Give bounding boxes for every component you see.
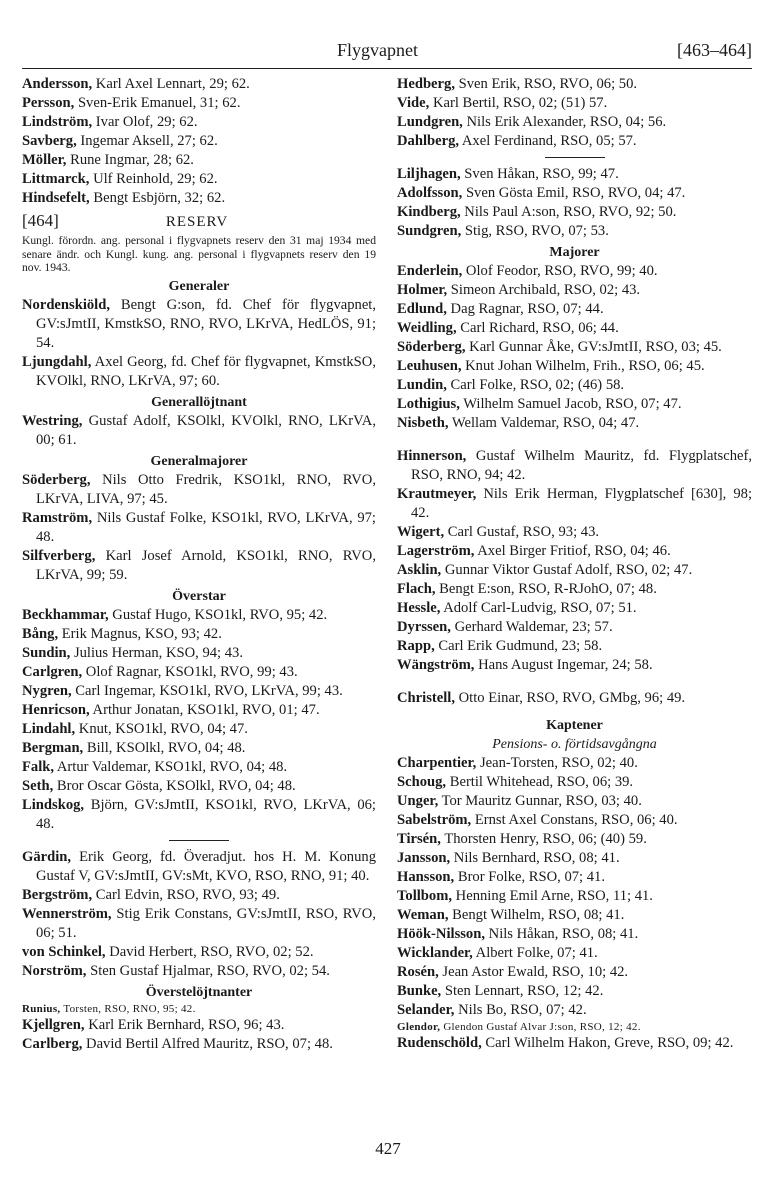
heading-generaler: Generaler <box>168 278 230 294</box>
entry-details: Ernst Axel Constans, RSO, 06; 40. <box>471 812 678 828</box>
entry-details: Karl Josef Arnold, KSO1kl, RNO, RVO, LKrVA, 99; 59. <box>36 547 376 583</box>
entry-details: Nils Paul A:son, RSO, RVO, 92; 50. <box>460 204 677 220</box>
list-item <box>397 561 752 580</box>
entry-details: Thorsten Henry, RSO, 06; (40) 59. <box>440 831 647 847</box>
list-item: Runius, Torsten, RSO, RNO, 95; 42. <box>22 1002 196 1015</box>
entry-name: Lothigius, <box>397 396 460 412</box>
list-item <box>397 94 752 113</box>
list-item <box>22 777 376 796</box>
entry-list <box>397 754 752 1020</box>
list-item <box>397 376 752 395</box>
entry-list <box>397 447 752 675</box>
entry-name: Selander, <box>397 1002 455 1018</box>
entry-details: Karl Erik Bernhard, RSO, 96; 43. <box>84 1016 285 1033</box>
entry-details: Olof Ragnar, KSO1kl, RVO, 99; 43. <box>82 663 298 680</box>
heading-overstelojtnanter: Överstelöjtnanter <box>145 984 253 1000</box>
entry-details: David Bertil Alfred Mauritz, RSO, 07; 48. <box>82 1035 333 1052</box>
entry-details: Nils Otto Fredrik, KSO1kl, RNO, RVO, LKrVA, LIVA, 97; 45. <box>36 471 376 507</box>
list-item <box>397 395 752 414</box>
entry-details: Gustaf Hugo, KSO1kl, RVO, 95; 42. <box>108 606 328 623</box>
heading-overstar: Överstar <box>172 588 226 604</box>
entry-list <box>22 296 376 391</box>
entry-name: Asklin, <box>397 562 442 578</box>
entry-name: Nisbeth, <box>397 415 449 431</box>
entry-details: Bengt Wilhelm, RSO, 08; 41. <box>448 907 625 923</box>
list-item <box>22 509 376 547</box>
list-item: Glendor, Glendon Gustaf Alvar J:son, RSO, 12; 42. <box>397 1021 641 1033</box>
entry-name: Schoug, <box>397 774 447 790</box>
entry-details: Bengt G:son, fd. Chef för flygvapnet, GV:sJmtII, KmstkSO, RNO, RVO, LKrVA, HedLÖS, 91; 54. <box>36 296 376 351</box>
entry-details: Gustaf Wilhelm Mauritz, fd. Flygplatschef, RSO, RNO, 94; 42. <box>411 448 752 483</box>
entry-name: Bergström, <box>22 886 93 903</box>
entry-details: Bengt E:son, RSO, R-RJohO, 07; 48. <box>435 581 657 597</box>
list-item <box>22 547 376 585</box>
entry-details: Carl Ingemar, KSO1kl, RVO, LKrVA, 99; 43. <box>71 682 343 699</box>
entry-details: Sven Håkan, RSO, 99; 47. <box>460 166 619 182</box>
entry-name: Carlberg, <box>22 1035 83 1052</box>
list-item <box>22 905 376 943</box>
entry-name: Sundgren, <box>397 223 462 239</box>
entry-name: Tollbom, <box>397 888 453 904</box>
entry-name: Kindberg, <box>397 204 461 220</box>
entry-name: Nordenskiöld, <box>22 296 110 313</box>
entry-details: Artur Valdemar, KSO1kl, RVO, 04; 48. <box>54 758 288 775</box>
entry-name: Bergman, <box>22 739 84 756</box>
entry-details: Arthur Jonatan, KSO1kl, RVO, 01; 47. <box>89 701 320 718</box>
heading-majorer: Majorer <box>549 245 600 260</box>
entry-details: Karl Bertil, RSO, 02; (51) 57. <box>429 95 608 111</box>
entry-details: Gustaf Adolf, KSOlkl, KVOlkl, RNO, LKrVA, 00; 61. <box>36 412 376 448</box>
entry-details: Bror Oscar Gösta, KSOlkl, RVO, 04; 48. <box>53 777 296 794</box>
list-item <box>397 925 752 944</box>
list-item <box>22 943 376 962</box>
entry-details: Sten Lennart, RSO, 12; 42. <box>441 983 604 999</box>
list-item <box>22 151 376 170</box>
entry-name: Nygren, <box>22 682 72 699</box>
entry-name: Liljhagen, <box>397 166 461 182</box>
entry-details: Jean-Torsten, RSO, 02; 40. <box>476 755 638 771</box>
entry-name: Ljungdahl, <box>22 353 92 370</box>
reserv-title: RESERV <box>165 214 229 230</box>
entry-name: Wigert, <box>397 524 445 540</box>
entry-name: Beckhammar, <box>22 606 109 623</box>
list-item <box>397 542 752 561</box>
entry-name: Seth, <box>22 777 54 794</box>
entry-name: Hinnerson, <box>397 448 467 464</box>
entry-details: Carl Folke, RSO, 02; (46) 58. <box>446 377 625 393</box>
entry-list <box>22 848 376 981</box>
entry-name: Rosén, <box>397 964 439 980</box>
entry-details: Dag Ragnar, RSO, 07; 44. <box>446 301 604 317</box>
list-item <box>22 1016 376 1035</box>
list-item <box>397 754 752 773</box>
list-item <box>22 132 376 151</box>
right-column <box>397 75 752 1053</box>
entry-details: Carl Wilhelm Hakon, Greve, RSO, 09; 42. <box>481 1035 734 1051</box>
list-item <box>397 338 752 357</box>
entry-details: Ivar Olof, 29; 62. <box>92 114 198 130</box>
entry-name: Bunke, <box>397 983 442 999</box>
entry-name: Edlund, <box>397 301 447 317</box>
list-item <box>397 203 752 222</box>
list-item <box>397 580 752 599</box>
entry-details: Carl Richard, RSO, 06; 44. <box>456 320 619 336</box>
list-item <box>22 625 376 644</box>
entry-name: Carlgren, <box>22 663 83 680</box>
reserv-heading-row <box>22 211 376 232</box>
entry-name: Hedberg, <box>397 76 455 92</box>
entry-name: Wennerström, <box>22 905 112 922</box>
list-item <box>397 414 752 433</box>
list-item <box>22 606 376 625</box>
list-item <box>397 1034 752 1053</box>
list-item <box>397 944 752 963</box>
list-item <box>22 113 376 132</box>
entry-details: Stig, RSO, RVO, 07; 53. <box>461 223 609 239</box>
list-item <box>22 412 376 450</box>
entry-details: Carl Gustaf, RSO, 93; 43. <box>444 524 600 540</box>
list-item <box>22 94 376 113</box>
entry-name: Leuhusen, <box>397 358 462 374</box>
entry-details: Henning Emil Arne, RSO, 11; 41. <box>452 888 653 904</box>
page-number: 427 <box>375 1139 401 1158</box>
entry-details: Hans August Ingemar, 24; 58. <box>474 657 653 673</box>
entry-details: Nils Gustaf Folke, KSO1kl, RVO, LKrVA, 97; 48. <box>36 509 376 545</box>
entry-name: Westring, <box>22 412 83 429</box>
entry-name: Rapp, <box>397 638 435 654</box>
entry-details: Axel Ferdinand, RSO, 05; 57. <box>459 133 637 149</box>
entry-list <box>397 262 752 433</box>
spacer <box>397 433 752 447</box>
header-rule <box>22 68 752 69</box>
entry-details: Wellam Valdemar, RSO, 04; 47. <box>448 415 640 431</box>
entry-details: Nils Bo, RSO, 07; 42. <box>454 1002 587 1018</box>
list-item <box>22 1035 376 1054</box>
entry-list <box>22 606 376 834</box>
entry-name: Höök-Nilsson, <box>397 926 485 942</box>
list-item <box>397 656 752 675</box>
list-item <box>397 982 752 1001</box>
list-item <box>397 618 752 637</box>
list-item: Christell, Otto Einar, RSO, RVO, GMbg, 96; 49. <box>397 690 686 706</box>
entry-details: Erik Magnus, KSO, 93; 42. <box>58 625 222 642</box>
entry-name: Dyrssen, <box>397 619 451 635</box>
entry-details: Adolf Carl-Ludvig, RSO, 07; 51. <box>440 600 637 616</box>
entry-name: Adolfsson, <box>397 185 463 201</box>
entry-name: von Schinkel, <box>22 943 106 960</box>
entry-details: Nils Håkan, RSO, 08; 41. <box>485 926 639 942</box>
list-item <box>397 906 752 925</box>
separator-rule <box>169 840 229 841</box>
entry-name: Lindström, <box>22 114 93 130</box>
list-item <box>397 184 752 203</box>
entry-name: Gärdin, <box>22 848 72 865</box>
entry-details: Nils Bernhard, RSO, 08; 41. <box>450 850 620 866</box>
entry-details: Sven-Erik Emanuel, 31; 62. <box>74 95 241 111</box>
list-item <box>22 296 376 353</box>
entry-name: Unger, <box>397 793 439 809</box>
entry-name: Tirsén, <box>397 831 441 847</box>
list-item <box>397 849 752 868</box>
entry-name: Enderlein, <box>397 263 463 279</box>
entry-name: Falk, <box>22 758 55 775</box>
entry-name: Savberg, <box>22 133 77 149</box>
entry-details: Jean Astor Ewald, RSO, 10; 42. <box>438 964 629 980</box>
entry-details: Sven Erik, RSO, RVO, 06; 50. <box>454 76 638 92</box>
entry-name: Hansson, <box>397 869 455 885</box>
subheading-pensions: Pensions- o. förtidsavgångna <box>492 737 657 752</box>
list-item <box>22 189 376 208</box>
entry-name: Ramström, <box>22 509 93 526</box>
list-item <box>397 165 752 184</box>
entry-name: Persson, <box>22 95 75 111</box>
list-item <box>22 886 376 905</box>
entry-name: Weman, <box>397 907 449 923</box>
entry-details: Bror Folke, RSO, 07; 41. <box>454 869 605 885</box>
entry-name: Lindahl, <box>22 720 76 737</box>
entry-details: Gunnar Viktor Gustaf Adolf, RSO, 02; 47. <box>441 562 693 578</box>
entry-list <box>397 75 752 151</box>
entry-details: Simeon Archibald, RSO, 02; 43. <box>447 282 641 298</box>
entry-details: Wilhelm Samuel Jacob, RSO, 07; 47. <box>459 396 682 412</box>
entry-name: Vide, <box>397 95 430 111</box>
entry-details: Karl Axel Lennart, 29; 62. <box>92 76 250 92</box>
list-item <box>397 1001 752 1020</box>
entry-list <box>397 165 752 241</box>
reserv-note: Kungl. förordn. ang. personal i flygvapnets reserv den 31 maj 1934 med senare ändr. och Kungl. kung. ang. personal i flygvapnets reserv den 19 nov. 1943. <box>22 234 376 274</box>
entry-details: Sven Gösta Emil, RSO, RVO, 04; 47. <box>462 185 686 201</box>
list-item <box>397 485 752 523</box>
entry-name: Möller, <box>22 152 67 168</box>
entry-details: Julius Herman, KSO, 94; 43. <box>70 644 243 661</box>
list-item <box>397 637 752 656</box>
entry-details: Ingemar Aksell, 27; 62. <box>76 133 218 149</box>
entry-details: Knut, KSO1kl, RVO, 04; 47. <box>75 720 248 737</box>
list-item <box>397 447 752 485</box>
list-item <box>397 222 752 241</box>
list-item <box>397 300 752 319</box>
entry-name: Charpentier, <box>397 755 477 771</box>
entry-name: Lundin, <box>397 377 447 393</box>
section-number: [464] <box>22 211 59 230</box>
entry-name: Kjellgren, <box>22 1016 85 1033</box>
entry-list <box>22 75 376 208</box>
list-item <box>397 75 752 94</box>
list-item <box>397 281 752 300</box>
list-item <box>397 887 752 906</box>
entry-name: Hindsefelt, <box>22 190 90 206</box>
list-item <box>397 599 752 618</box>
entry-details: Albert Folke, 07; 41. <box>472 945 598 961</box>
entry-details: Tor Mauritz Gunnar, RSO, 03; 40. <box>438 793 642 809</box>
entry-details: David Herbert, RSO, RVO, 02; 52. <box>105 943 314 960</box>
entry-details: Nils Erik Herman, Flygplatschef [630], 98; 42. <box>411 486 752 521</box>
entry-name: Rudenschöld, <box>397 1035 482 1051</box>
list-item <box>22 682 376 701</box>
list-item <box>22 848 376 886</box>
list-item <box>22 644 376 663</box>
entry-name: Holmer, <box>397 282 448 298</box>
list-item <box>397 792 752 811</box>
entry-name: Sundin, <box>22 644 71 661</box>
left-column <box>22 75 376 1054</box>
separator-rule <box>545 157 605 158</box>
entry-name: Flach, <box>397 581 436 597</box>
entry-name: Silfverberg, <box>22 547 96 564</box>
entry-list <box>22 471 376 585</box>
entry-name: Dahlberg, <box>397 133 460 149</box>
entry-name: Lagerström, <box>397 543 475 559</box>
list-item <box>397 132 752 151</box>
list-item <box>397 830 752 849</box>
entry-name: Bång, <box>22 625 59 642</box>
entry-name: Henricson, <box>22 701 90 718</box>
entry-name: Andersson, <box>22 76 93 92</box>
entry-details: Erik Georg, fd. Överadjut. hos H. M. Konung Gustaf V, GV:sJmtII, GV:sMt, KVO, RSO, RNO, 91; 40. <box>36 848 376 884</box>
entry-details: Gerhard Waldemar, 23; 57. <box>450 619 613 635</box>
section-range: [463–464] <box>677 40 752 60</box>
entry-details: Carl Edvin, RSO, RVO, 93; 49. <box>92 886 280 903</box>
list-item <box>22 471 376 509</box>
entry-name: Lindskog, <box>22 796 85 813</box>
running-title: Flygvapnet <box>337 40 418 60</box>
list-item <box>397 262 752 281</box>
list-item <box>22 170 376 189</box>
list-item <box>397 963 752 982</box>
list-item <box>397 773 752 792</box>
entry-details: Rune Ingmar, 28; 62. <box>66 152 194 168</box>
entry-details: Knut Johan Wilhelm, Frih., RSO, 06; 45. <box>461 358 705 374</box>
list-item <box>397 523 752 542</box>
entry-name: Norström, <box>22 962 87 979</box>
list-item <box>22 720 376 739</box>
heading-generallojtnant: Generallöjtnant <box>151 394 247 410</box>
entry-details: Axel Georg, fd. Chef för flygvapnet, KmstkSO, KVOlkl, RNO, LKrVA, 97; 60. <box>36 353 376 389</box>
entry-list <box>397 1034 752 1053</box>
entry-name: Sabelström, <box>397 812 472 828</box>
entry-details: Björn, GV:sJmtII, KSO1kl, RVO, LKrVA, 06; 48. <box>36 796 376 832</box>
heading-kaptener: Kaptener <box>546 718 603 733</box>
entry-name: Hessle, <box>397 600 441 616</box>
entry-details: Olof Feodor, RSO, RVO, 99; 40. <box>462 263 658 279</box>
entry-details: Bengt Esbjörn, 32; 62. <box>89 190 226 206</box>
list-item <box>22 739 376 758</box>
entry-details: Carl Erik Gudmund, 23; 58. <box>434 638 603 654</box>
list-item <box>22 353 376 391</box>
entry-details: Ulf Reinhold, 29; 62. <box>89 171 218 187</box>
list-item <box>22 796 376 834</box>
list-item <box>22 663 376 682</box>
entry-name: Lundgren, <box>397 114 463 130</box>
list-item <box>22 75 376 94</box>
entry-name: Söderberg, <box>22 471 91 488</box>
entry-name: Söderberg, <box>397 339 466 355</box>
entry-details: Bill, KSOlkl, RVO, 04; 48. <box>83 739 246 756</box>
list-item <box>397 319 752 338</box>
list-item <box>22 701 376 720</box>
entry-name: Littmarck, <box>22 171 90 187</box>
list-item <box>22 962 376 981</box>
entry-name: Wicklander, <box>397 945 473 961</box>
list-item <box>397 113 752 132</box>
entry-details: Bertil Whitehead, RSO, 06; 39. <box>446 774 634 790</box>
entry-details: Karl Gunnar Åke, GV:sJmtII, RSO, 03; 45. <box>465 339 722 355</box>
list-item <box>397 868 752 887</box>
list-item <box>22 758 376 777</box>
list-item <box>397 811 752 830</box>
spacer <box>397 675 752 689</box>
entry-details: Nils Erik Alexander, RSO, 04; 56. <box>462 114 667 130</box>
entry-name: Weidling, <box>397 320 457 336</box>
entry-list <box>22 412 376 450</box>
entry-list <box>22 1016 376 1054</box>
list-item <box>397 357 752 376</box>
entry-details: Stig Erik Constans, GV:sJmtII, RSO, RVO, 06; 51. <box>36 905 376 941</box>
entry-name: Krautmeyer, <box>397 486 477 502</box>
entry-name: Wängström, <box>397 657 475 673</box>
heading-generalmajorer: Generalmajorer <box>150 453 248 469</box>
entry-details: Sten Gustaf Hjalmar, RSO, RVO, 02; 54. <box>86 962 330 979</box>
entry-details: Axel Birger Fritiof, RSO, 04; 46. <box>474 543 671 559</box>
entry-name: Jansson, <box>397 850 451 866</box>
